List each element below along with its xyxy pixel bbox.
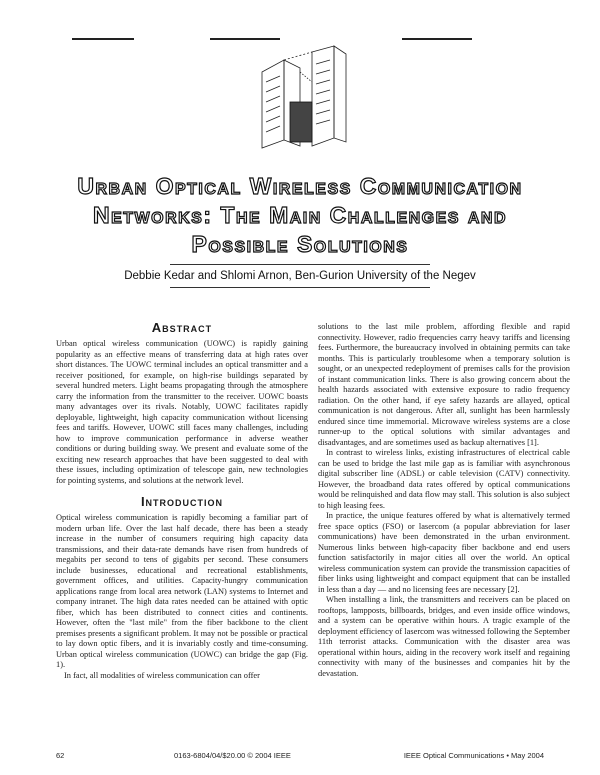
abstract-heading: Abstract (151, 320, 213, 335)
body-paragraph: When installing a link, the transmitters and receivers can be placed on rooftops, lampposts, billboards, bridges, and even inside office windows, and a system can be operative within hours. A tragic example of the deployment efficiency of lasercom was witnessed following the September 11th terrorist attacks. Communication with the disaster area was operational within hours, aiding in the recovery work itself and regaining connectivity with many of the businesses and companies hit by the devastation. (318, 595, 570, 678)
top-rule-left (72, 38, 134, 40)
page-footer (56, 751, 544, 763)
introduction-heading: Introduction (140, 494, 224, 509)
body-paragraph: In practice, the unique features offered by what is alternatively termed free space optics (FSO) or lasercom (a popular abbreviation for laser communications) have been demonstrated in the urban environment. Numerous links between high-capacity fiber backbone and end users function satisfactorily in major cities all over the world. An optical wireless communication system can provide the transmission capacities of fiber links using lightweight and compact equipment that can be installed in less than a day — and no licensing fees are necessary [2]. (318, 511, 570, 594)
abstract-text: Urban optical wireless communication (UOWC) is rapidly gaining popularity as an effective means of transferring data at high rates over short distances. The UOWC terminal includes an optical transmitter and a receiver positioned, for example, on high-rise buildings separated by several hundred meters. Light beams propagating through the atmosphere carry the information from the transmitter to the receiver. UOWC boasts many advantages over its rivals. Notably, UOWC facilitates rapidly deployable, lightweight, high capacity communication without licensing fees and tariffs. However, UOWC still faces many challenges, including how to improve communication performance in adverse weather conditions or during building sway. We present and evaluate some of the exciting new research approaches that have been suggested to deal with these issues, including optimization of telescope gain, new technologies for pointing systems, and solutions at the network level. (56, 339, 308, 485)
intro-paragraph: In fact, all modalities of wireless communication can offer (64, 670, 260, 680)
city-buildings-illustration (252, 42, 352, 152)
body-paragraph: solutions to the last mile problem, affording flexible and rapid connectivity. However, radio frequencies carry heavy tariffs and licensing fees. Furthermore, the bureaucracy involved in obtaining permits can take months. This is particularly troublesome when a temporary solution is sought, or an unexpected redeployment of premises calls for the provision of instant communication links. There is also growing concern about the health hazards associated with extensive exposure to radio frequency radiation. On the other hand, if eye safety hazards are allayed, optical communication is not dangerous. After all, sunlight has been harmlessly endured since time immemorial. Microwave wireless systems are a close runner-up to the optical solutions with similar advantages and disadvantages, and are sometimes used as backup alternatives [1]. (318, 322, 570, 447)
top-rule-center (210, 38, 280, 40)
left-column (56, 320, 308, 681)
intro-paragraph: Optical wireless communication is rapidly becoming a familiar part of modern urban life. Over the last half decade, there has been a steady increase in the number of consumers requiring high capacity data transmissions, and their data-rate demands have risen from hundreds of megabits per second to tens of gigabits per second. These consumers include businesses, educational and recreational establishments, government offices, and utilities. Capacity-hungry communication applications range from local area network (LAN) systems to Internet and company intranet. The high data rates needed can be attained with optic fiber, which has been distributed to connect cities and continents. However, often the "last mile" from the fiber backbone to the client premises presents a significant problem. It may not be possible or practical to lay down optic fibers, and it is invariably costly and time-consuming. Urban optical wireless communication (UOWC) can bridge the gap (Fig. 1). (56, 513, 308, 669)
top-rule-right (402, 38, 472, 40)
page-number: 62 (56, 751, 65, 760)
byline-rule-top (170, 264, 430, 265)
byline-rule-bottom (170, 287, 430, 288)
title-line-3: Possible Solutions (191, 231, 409, 257)
title-line-2: Networks: The Main Challenges and (92, 202, 508, 228)
title-line-1: Urban Optical Wireless Communication (77, 173, 523, 199)
issn-copyright: 0163-6804/04/$20.00 © 2004 IEEE (174, 751, 291, 760)
body-paragraph: In contrast to wireless links, existing infrastructures of electrical cable can be used to bridge the last mile gap as is familiar with asynchronous digital subscriber line (ADSL) or cable television (CATV) connectivity. However, the broadband data rates offered by optical communications would be relinquished and data flow may stall. This solution is also subject to high leasing fees. (318, 448, 570, 510)
paper-title (40, 172, 560, 259)
author-byline: Debbie Kedar and Shlomi Arnon, Ben-Gurion University of the Negev (124, 270, 476, 282)
magazine-issue: IEEE Optical Communications • May 2004 (403, 751, 544, 760)
right-column (318, 322, 570, 679)
